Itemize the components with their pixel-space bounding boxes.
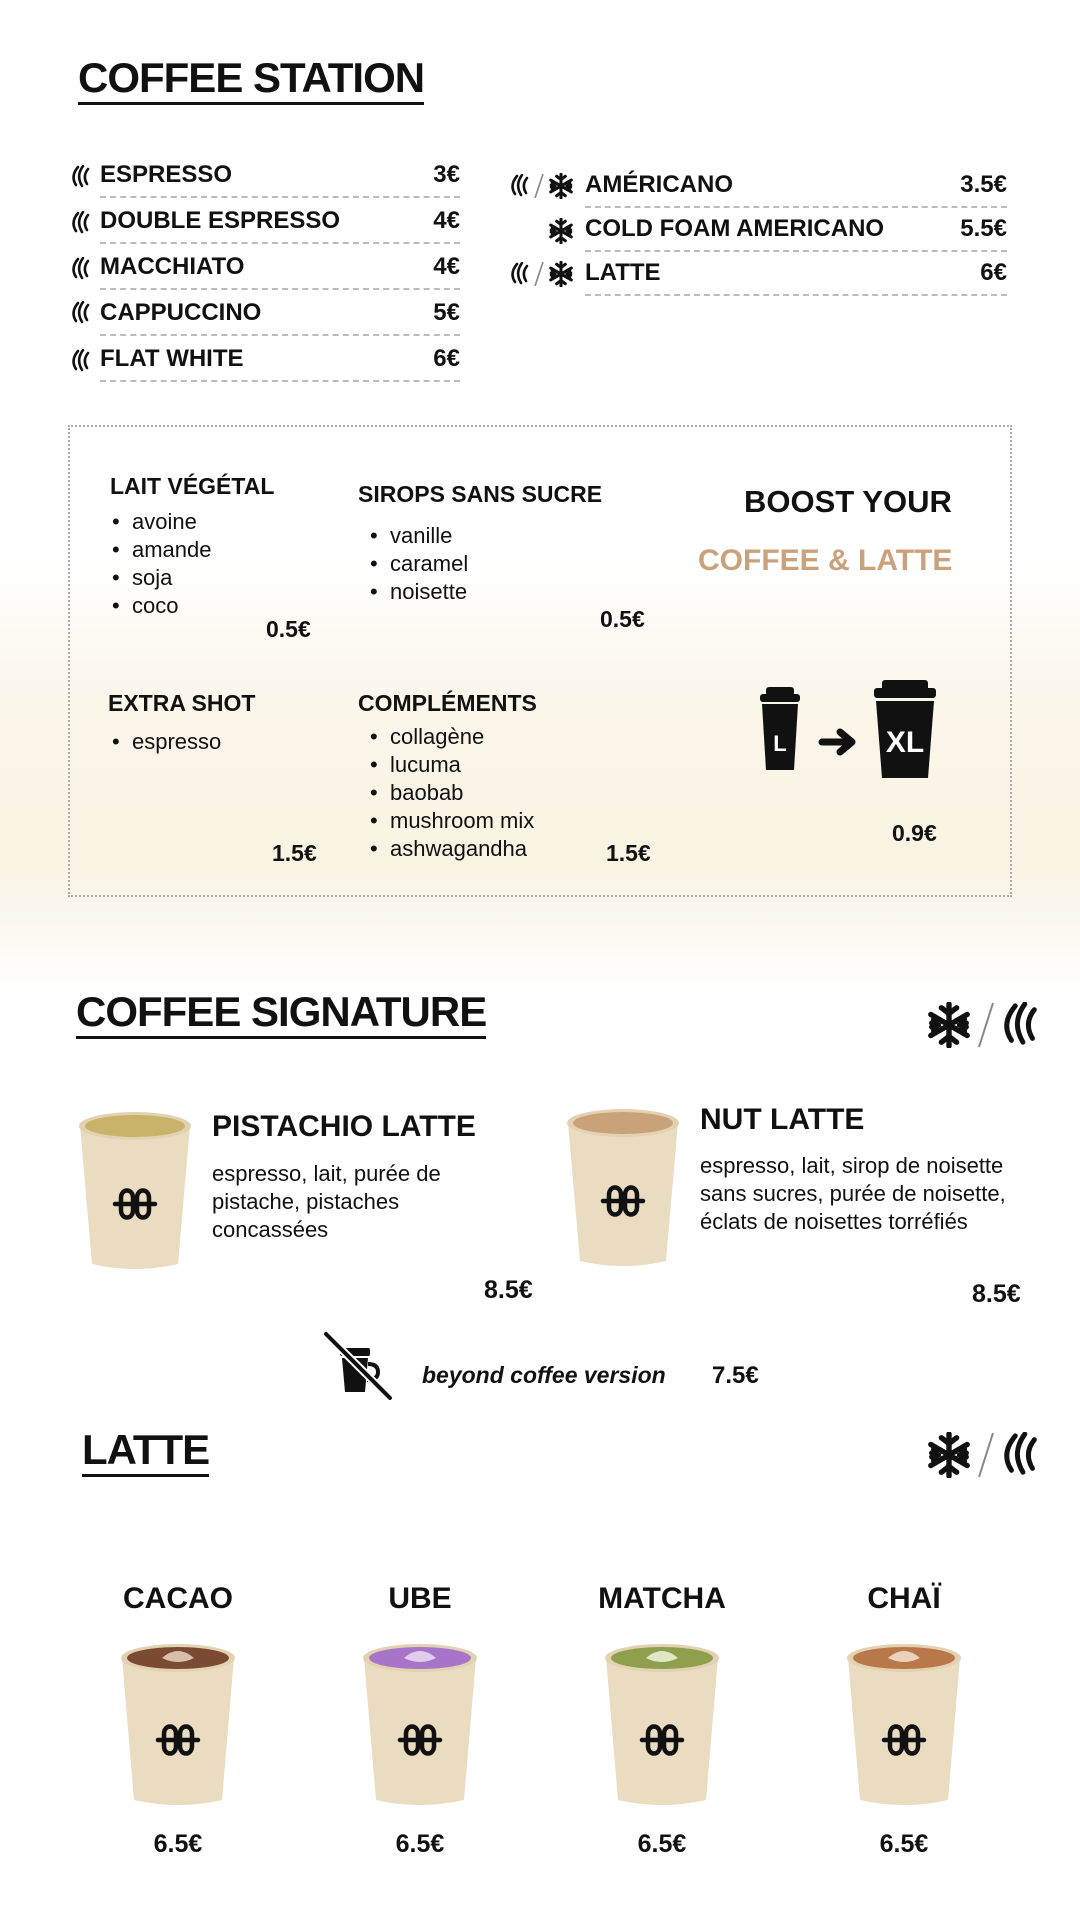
slash-divider xyxy=(976,1000,996,1050)
list-item: • amande xyxy=(110,536,212,564)
ube-cup-image xyxy=(360,1640,480,1806)
size-to-label: XL xyxy=(885,726,925,759)
latte-price-ube: 6.5€ xyxy=(395,1830,445,1858)
list-item: • soja xyxy=(110,564,212,592)
list-item: • noisette xyxy=(368,578,468,606)
list-item: • collagène xyxy=(368,723,534,751)
list-item: • caramel xyxy=(368,550,468,578)
nut-latte-price: 8.5€ xyxy=(972,1280,1021,1308)
coffee-station-title: COFFEE STATION xyxy=(78,56,424,105)
menu-row-cold-foam-americano xyxy=(585,208,1007,252)
size-upgrade-price: 0.9€ xyxy=(892,820,937,846)
complements-title: COMPLÉMENTS xyxy=(358,690,537,716)
snowflake-icon xyxy=(926,1432,972,1478)
item-price: 6€ xyxy=(980,259,1007,286)
flame-icon xyxy=(509,262,531,286)
latte-title: LATTE xyxy=(82,1428,209,1477)
snowflake-icon xyxy=(548,173,574,199)
matcha-cup-image xyxy=(602,1640,722,1806)
item-price: 6€ xyxy=(433,345,460,372)
list-item: • avoine xyxy=(110,508,212,536)
list-item: • coco xyxy=(110,592,212,620)
list-item: • vanille xyxy=(368,522,468,550)
sirops-title: SIROPS SANS SUCRE xyxy=(358,481,603,507)
lait-vegetal-list xyxy=(110,508,212,620)
extra-shot-title: EXTRA SHOT xyxy=(108,690,256,716)
chai-cup-image xyxy=(844,1640,964,1806)
list-item: • ashwagandha xyxy=(368,835,534,863)
latte-name-ube: UBE xyxy=(388,1582,452,1615)
flame-icon xyxy=(1000,1002,1042,1048)
item-name: DOUBLE ESPRESSO xyxy=(100,207,341,234)
boost-headline-1: BOOST YOUR xyxy=(744,484,952,519)
latte-price-matcha: 6.5€ xyxy=(637,1830,687,1858)
temperature-icons xyxy=(926,1000,1044,1050)
temperature-icons xyxy=(926,1430,1044,1480)
cup-icon xyxy=(760,687,800,770)
complements-list xyxy=(368,723,534,863)
pistachio-topping xyxy=(85,1115,185,1137)
snowflake-icon xyxy=(548,261,574,287)
pistachio-latte-description: espresso, lait, purée de pistache, pistaches concassées xyxy=(212,1161,441,1242)
slash-divider xyxy=(976,1430,996,1480)
menu-row-double-espresso xyxy=(100,200,460,244)
flame-icon xyxy=(1000,1432,1042,1478)
nut-latte-description: espresso, lait, sirop de noisette sans sucres, purée de noisette, éclats de noisettes torréfiés xyxy=(700,1153,1006,1234)
pistachio-latte-price: 8.5€ xyxy=(484,1276,533,1304)
no-coffee-icon xyxy=(322,1330,394,1402)
slash-divider xyxy=(533,172,545,200)
sirops-list xyxy=(368,522,468,606)
menu-row-latte xyxy=(585,252,1007,296)
flame-icon xyxy=(70,257,92,281)
latte-name-matcha: MATCHA xyxy=(598,1582,726,1615)
arrow-right-icon xyxy=(822,732,852,752)
flame-icon xyxy=(70,301,92,325)
item-price: 3.5€ xyxy=(960,171,1007,198)
boost-headline-2: COFFEE & LATTE xyxy=(698,544,953,577)
nut-topping xyxy=(573,1112,673,1134)
coffee-signature-title: COFFEE SIGNATURE xyxy=(76,990,486,1039)
lait-vegetal-title: LAIT VÉGÉTAL xyxy=(110,473,275,499)
complements-price: 1.5€ xyxy=(606,840,651,866)
item-price: 5.5€ xyxy=(960,215,1007,242)
extra-shot-list xyxy=(110,728,221,756)
list-item: • espresso xyxy=(110,728,221,756)
flame-icon xyxy=(509,174,531,198)
beyond-coffee-price: 7.5€ xyxy=(712,1362,759,1389)
snowflake-icon xyxy=(926,1002,972,1048)
menu-row-americano xyxy=(585,164,1007,208)
item-name: CAPPUCCINO xyxy=(100,299,262,326)
latte-price-cacao: 6.5€ xyxy=(153,1830,203,1858)
lait-vegetal-price: 0.5€ xyxy=(266,616,311,642)
list-item: • mushroom mix xyxy=(368,807,534,835)
snowflake-icon xyxy=(548,218,574,244)
item-price: 4€ xyxy=(433,253,460,280)
item-name: ESPRESSO xyxy=(100,161,233,188)
latte-name-chai: CHAÏ xyxy=(867,1582,941,1615)
pistachio-latte-name: PISTACHIO LATTE xyxy=(212,1110,476,1143)
latte-price-chai: 6.5€ xyxy=(879,1830,929,1858)
flame-icon xyxy=(70,211,92,235)
list-item: • baobab xyxy=(368,779,534,807)
cacao-cup-image xyxy=(118,1640,238,1806)
flame-icon xyxy=(70,349,92,373)
nut-latte-cup-image xyxy=(564,1105,682,1267)
extra-shot-price: 1.5€ xyxy=(272,840,317,866)
sirops-price: 0.5€ xyxy=(600,606,645,632)
size-from-label: L xyxy=(773,731,787,756)
item-name: AMÉRICANO xyxy=(585,171,733,198)
pistachio-latte-cup-image xyxy=(76,1108,194,1270)
menu-row-cappuccino xyxy=(100,292,460,336)
nut-latte-name: NUT LATTE xyxy=(700,1103,865,1136)
item-price: 3€ xyxy=(433,161,460,188)
item-price: 5€ xyxy=(433,299,460,326)
item-name: COLD FOAM AMERICANO xyxy=(585,215,885,242)
menu-row-flat-white xyxy=(100,338,460,382)
list-item: • lucuma xyxy=(368,751,534,779)
item-price: 4€ xyxy=(433,207,460,234)
latte-name-cacao: CACAO xyxy=(123,1582,233,1615)
flame-icon xyxy=(70,165,92,189)
menu-row-espresso xyxy=(100,154,460,198)
slash-divider xyxy=(533,260,545,288)
item-name: MACCHIATO xyxy=(100,253,245,280)
item-name: FLAT WHITE xyxy=(100,345,244,372)
item-name: LATTE xyxy=(585,259,661,286)
menu-row-macchiato xyxy=(100,246,460,290)
size-upgrade-graphic xyxy=(752,680,952,790)
beyond-coffee-label: beyond coffee version xyxy=(422,1362,666,1388)
